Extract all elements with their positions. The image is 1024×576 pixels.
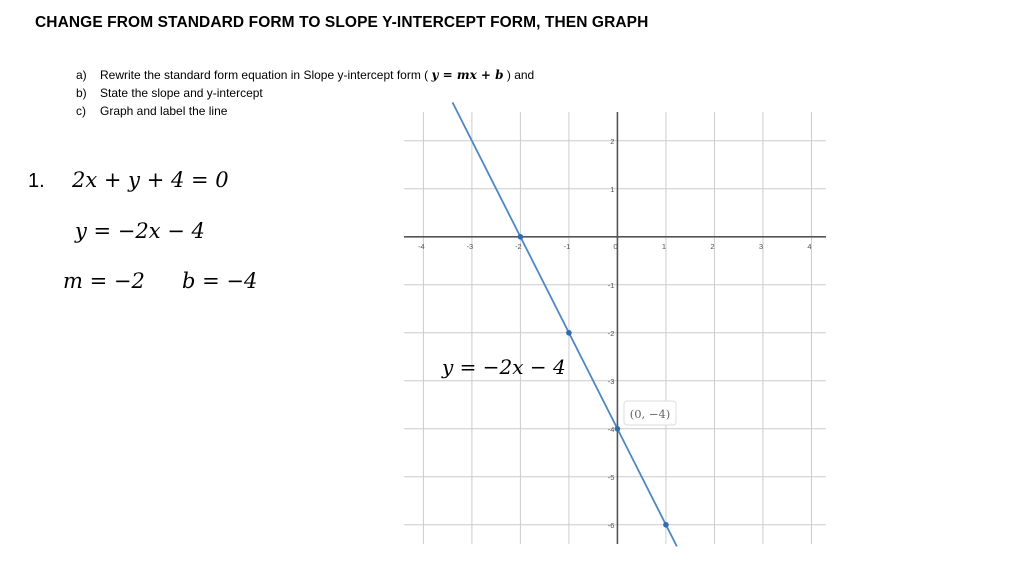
y-tick-label: -3 (607, 376, 615, 386)
problem-number: 1. (28, 170, 45, 192)
page-title: CHANGE FROM STANDARD FORM TO SLOPE Y-INTERCEPT FORM, THEN GRAPH (35, 14, 649, 31)
x-tick-label: 4 (807, 241, 812, 251)
x-tick-label: -2 (515, 241, 522, 251)
x-tick-label: -1 (563, 241, 571, 251)
point-tooltip (624, 401, 676, 425)
x-tick-label: 1 (661, 241, 667, 251)
x-tick-label: 3 (758, 241, 764, 251)
instruction-text-main: Rewrite the standard form equation in Slope y-intercept form ( (100, 68, 432, 82)
data-point (566, 330, 572, 336)
x-tick-label: 2 (710, 241, 715, 251)
standard-form-equation: 2x + y + 4 = 0 (72, 168, 229, 192)
instruction-suffix: ) and (503, 68, 535, 82)
y-tick-label: 1 (610, 184, 615, 194)
instruction-text: State the slope and y-intercept (100, 86, 263, 100)
y-tick-label: -2 (607, 328, 615, 338)
slope-value: m = −2 (63, 269, 145, 293)
data-point (663, 522, 669, 528)
x-tick-label: 0 (613, 241, 618, 251)
data-point (615, 426, 621, 432)
y-tick-label: -5 (607, 472, 615, 482)
instruction-letter: a) (76, 68, 87, 82)
x-tick-label: -3 (466, 241, 474, 251)
y-tick-label: -4 (607, 424, 615, 434)
graphed-line (453, 102, 677, 546)
y-tick-label: 2 (610, 136, 615, 146)
instruction-letter: b) (76, 86, 87, 100)
x-tick-label: -4 (418, 241, 425, 251)
data-point (518, 234, 524, 240)
instruction-text: Graph and label the line (100, 104, 228, 118)
grid (404, 112, 826, 544)
y-tick-label: -1 (607, 280, 615, 290)
line-equation-label: y = −2x − 4 (442, 355, 566, 379)
formula-ymxb: y = mx + b (431, 68, 504, 82)
series-line (453, 102, 677, 546)
point-tooltip-label: (0, −4) (629, 407, 671, 421)
intercept-value: b = −4 (182, 269, 258, 293)
y-tick-label: -6 (607, 520, 615, 530)
slope-intercept-equation: y = −2x − 4 (75, 219, 205, 243)
instruction-letter: c) (76, 104, 86, 118)
